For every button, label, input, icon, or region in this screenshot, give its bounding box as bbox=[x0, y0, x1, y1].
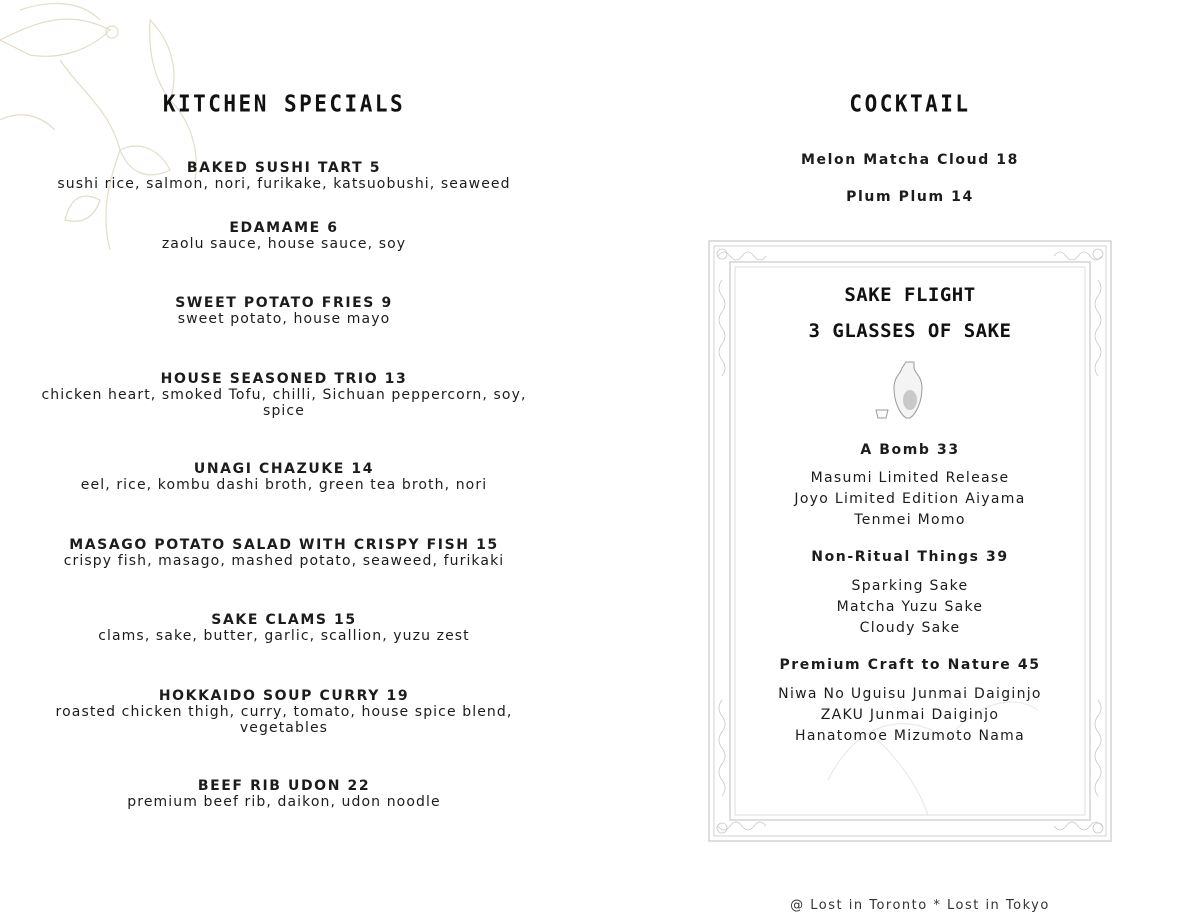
sake-group-list bbox=[740, 576, 1080, 639]
menu-item bbox=[20, 372, 548, 419]
kitchen-specials-title: KITCHEN SPECIALS bbox=[162, 91, 406, 117]
menu-item bbox=[20, 221, 548, 252]
sake-group-title: Premium Craft to Nature 45 bbox=[779, 657, 1041, 673]
menu-item-description-continued: spice bbox=[263, 403, 305, 419]
menu-item-description: sushi rice, salmon, nori, furikake, katsuobushi, seaweed bbox=[57, 176, 511, 192]
footer-tagline: @ Lost in Toronto * Lost in Tokyo bbox=[790, 898, 1050, 913]
menu-item-name: UNAGI CHAZUKE 14 bbox=[193, 461, 375, 477]
sake-bottle-icon bbox=[872, 360, 928, 426]
sake-line: Cloudy Sake bbox=[859, 620, 961, 636]
sake-line: Hanatomoe Mizumoto Nama bbox=[795, 728, 1025, 744]
menu-item-name: MASAGO POTATO SALAD WITH CRISPY FISH 15 bbox=[69, 537, 499, 553]
menu-item-description: zaolu sauce, house sauce, soy bbox=[161, 236, 407, 252]
sake-group-title: Non-Ritual Things 39 bbox=[811, 549, 1009, 565]
menu-item-name: EDAMAME 6 bbox=[229, 220, 339, 236]
menu-item-description: eel, rice, kombu dashi broth, green tea broth, nori bbox=[80, 477, 488, 493]
menu-item-description: premium beef rib, daikon, udon noodle bbox=[127, 794, 441, 810]
menu-item bbox=[20, 538, 548, 569]
menu-item-name: SAKE CLAMS 15 bbox=[211, 612, 357, 628]
menu-item-description: clams, sake, butter, garlic, scallion, yuzu zest bbox=[98, 628, 470, 644]
menu-item bbox=[20, 161, 548, 192]
sake-flight-subtitle: 3 GLASSES OF SAKE bbox=[808, 320, 1012, 342]
menu-item-name: SWEET POTATO FRIES 9 bbox=[175, 295, 393, 311]
sake-line: ZAKU Junmai Daiginjo bbox=[820, 707, 1000, 723]
floral-decoration bbox=[0, 0, 430, 300]
menu-item-name: HOUSE SEASONED TRIO 13 bbox=[160, 371, 408, 387]
menu-item-name: HOKKAIDO SOUP CURRY 19 bbox=[158, 688, 410, 704]
cocktail-title: COCKTAIL bbox=[849, 91, 971, 117]
sake-group-list bbox=[740, 684, 1080, 747]
menu-item bbox=[20, 462, 548, 493]
menu-item bbox=[20, 779, 548, 810]
sake-line: Masumi Limited Release bbox=[810, 470, 1010, 486]
menu-item-description: crispy fish, masago, mashed potato, seaweed, furikaki bbox=[63, 553, 505, 569]
menu-item-description: chicken heart, smoked Tofu, chilli, Sichuan peppercorn, soy, bbox=[41, 387, 527, 403]
sake-group-list bbox=[740, 468, 1080, 531]
cocktail-item: Plum Plum 14 bbox=[846, 189, 974, 205]
menu-item-description: roasted chicken thigh, curry, tomato, house spice blend, bbox=[55, 704, 513, 720]
sake-line: Sparking Sake bbox=[851, 578, 969, 594]
sake-line: Niwa No Uguisu Junmai Daiginjo bbox=[778, 686, 1042, 702]
cocktail-item: Melon Matcha Cloud 18 bbox=[801, 152, 1019, 168]
menu-item bbox=[20, 689, 548, 736]
sake-group-title: A Bomb 33 bbox=[860, 442, 960, 458]
sake-line: Tenmei Momo bbox=[854, 512, 966, 528]
menu-item bbox=[20, 613, 548, 644]
menu-item bbox=[20, 296, 548, 327]
menu-item-name: BEEF RIB UDON 22 bbox=[197, 778, 371, 794]
menu-item-description: sweet potato, house mayo bbox=[177, 311, 391, 327]
sake-line: Joyo Limited Edition Aiyama bbox=[794, 491, 1026, 507]
sake-flight-title: SAKE FLIGHT bbox=[844, 284, 976, 306]
menu-item-description-continued: vegetables bbox=[239, 720, 329, 736]
menu-item-name: BAKED SUSHI TART 5 bbox=[186, 160, 382, 176]
sake-line: Matcha Yuzu Sake bbox=[836, 599, 984, 615]
